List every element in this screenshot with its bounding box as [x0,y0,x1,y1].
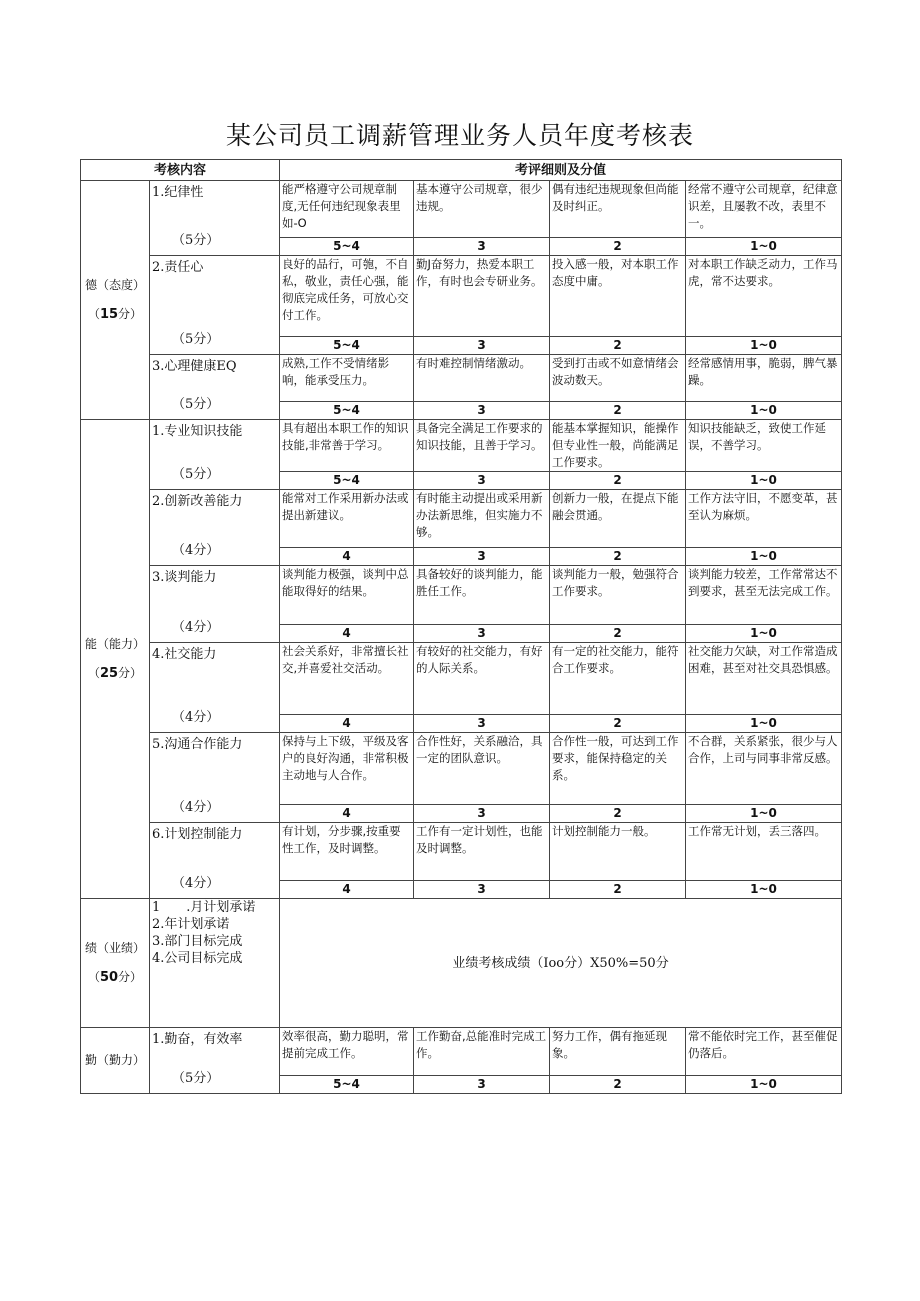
level-4-score: 1~0 [686,548,842,566]
level-3-description: 有一定的社交能力，能符合工作要求。 [550,643,686,715]
level-4-score: 1~0 [686,625,842,643]
level-4-description: 经常感情用事，脆弱，脾气暴躁。 [686,355,842,402]
level-1-description: 谈判能力极强，谈判中总能取得好的结果。 [280,566,414,625]
level-4-description: 社交能力欠缺，对工作常造成困难，甚至对社交具恐惧感。 [686,643,842,715]
item-cell [150,181,280,256]
level-1-score: 5~4 [280,1076,414,1094]
level-3-description: 受到打击或不如意情绪会波动数天。 [550,355,686,402]
level-1-score: 4 [280,805,414,823]
item-name: 6.计划控制能力 [152,827,243,842]
level-2-description: 有时难控制情绪激动。 [414,355,550,402]
category-points-unit: 分） [118,307,143,321]
level-1-score: 5~4 [280,472,414,490]
level-1-score: 5~4 [280,402,414,420]
level-1-description: 成熟,工作不受情绪影响，能承受压力。 [280,355,414,402]
level-3-description: 努力工作，偶有拖延现象。 [550,1028,686,1076]
item-name: 1.纪律性 [152,185,204,200]
level-3-description: 谈判能力一般，勉强符合工作要求。 [550,566,686,625]
level-2-score: 3 [414,715,550,733]
level-2-score: 3 [414,402,550,420]
item-score: （5分） [172,332,220,347]
level-2-score: 3 [414,548,550,566]
category-label: 绩（业绩） [84,941,145,955]
level-3-description: 计划控制能力一般。 [550,823,686,881]
item-cell [150,490,280,566]
level-2-description: 具备完全满足工作要求的知识技能，且善于学习。 [414,420,550,472]
criteria-row [81,256,842,337]
header-content: 考核内容 [81,160,280,181]
category-label: 能（能力） [84,637,145,651]
item-name: 1.专业知识技能 [152,424,243,439]
header-row [81,160,842,181]
level-3-description: 偶有违纪违规现象但尚能及时纠正。 [550,181,686,238]
level-4-score: 1~0 [686,238,842,256]
criteria-row [81,490,842,548]
category-points-value: 15 [99,307,119,322]
level-3-score: 2 [550,625,686,643]
item-cell [150,420,280,490]
item-cell [150,256,280,355]
item-cell [150,643,280,733]
level-3-score: 2 [550,337,686,355]
level-3-score: 2 [550,805,686,823]
category-points-unit: 分） [118,666,143,680]
category-points: （50分） [87,970,143,985]
level-3-description: 能基本掌握知识，能操作但专业性一般，尚能满足工作要求。 [550,420,686,472]
item-cell [150,566,280,643]
category-neng [81,420,150,899]
level-1-score: 4 [280,715,414,733]
level-2-score: 3 [414,337,550,355]
level-1-score: 5~4 [280,337,414,355]
performance-row [81,899,842,1028]
category-points-unit: 分） [118,970,143,984]
criteria-row [81,643,842,715]
item-cell [150,1028,280,1094]
item-score: （4分） [172,620,220,635]
level-1-score: 4 [280,881,414,899]
level-2-score: 3 [414,805,550,823]
performance-item: 2.年计划承诺 [152,917,230,932]
category-points: （25分） [87,666,143,681]
performance-items [150,899,280,1028]
level-2-description: 工作勤奋,总能准时完成工作。 [414,1028,550,1076]
level-3-score: 2 [550,402,686,420]
item-name: 3.心理健康EQ [152,359,237,374]
level-4-description: 对本职工作缺乏动力，工作马虎，常不达要求。 [686,256,842,337]
performance-item: 3.部门目标完成 [152,934,243,949]
performance-formula: 业绩考核成绩（Ioo分）X50%=50分 [280,899,842,1028]
level-4-score: 1~0 [686,472,842,490]
level-4-score: 1~0 [686,881,842,899]
item-cell [150,733,280,823]
level-4-score: 1~0 [686,805,842,823]
level-4-description: 谈判能力较差，工作常常达不到要求，甚至无法完成工作。 [686,566,842,625]
category-points-value: 25 [99,666,119,681]
level-1-description: 效率很高，勤力聪明，常提前完成工作。 [280,1028,414,1076]
level-4-description: 不合群，关系紧张，很少与人合作，上司与同事非常反感。 [686,733,842,805]
level-1-description: 有计划，分步骤,按重要性工作，及时调整。 [280,823,414,881]
item-name: 3.谈判能力 [152,570,217,585]
item-name: 2.创新改善能力 [152,494,243,509]
performance-item: 1 .月计划承诺 [152,900,256,915]
item-score: （4分） [172,800,220,815]
category-label: 勤（勤力） [84,1053,145,1067]
performance-item: 4.公司目标完成 [152,951,243,966]
level-1-description: 保持与上下级，平级及客户的良好沟通，非常积极主动地与人合作。 [280,733,414,805]
category-label: 德（态度） [84,278,145,292]
level-2-description: 基本遵守公司规章，很少违规。 [414,181,550,238]
level-3-description: 投入感一般，对本职工作态度中庸。 [550,256,686,337]
item-score: （5分） [172,233,220,248]
level-3-score: 2 [550,715,686,733]
item-score: （4分） [172,543,220,558]
level-2-score: 3 [414,238,550,256]
item-name: 4.社交能力 [152,647,217,662]
level-2-description: 合作性好，关系融洽，具一定的团队意识。 [414,733,550,805]
level-4-score: 1~0 [686,337,842,355]
criteria-row [81,1028,842,1076]
level-4-description: 工作方法守旧，不愿变革，甚至认为麻烦。 [686,490,842,548]
item-cell [150,355,280,420]
category-points-value: 50 [99,970,119,985]
level-1-description: 社会关系好，非常擅长社交,并喜爱社交活动。 [280,643,414,715]
appraisal-table [80,159,842,1094]
item-score: （5分） [172,467,220,482]
level-2-score: 3 [414,625,550,643]
criteria-row [81,420,842,472]
criteria-row [81,733,842,805]
level-3-score: 2 [550,472,686,490]
level-2-description: 有时能主动提出或采用新办法新思维，但实施力不够。 [414,490,550,548]
level-2-description: 工作有一定计划性，也能及时调整。 [414,823,550,881]
level-3-score: 2 [550,238,686,256]
level-1-score: 4 [280,625,414,643]
level-1-score: 4 [280,548,414,566]
criteria-row [81,566,842,625]
item-name: 2.责任心 [152,260,204,275]
item-name: 5.沟通合作能力 [152,737,243,752]
category-points: （15分） [87,307,143,322]
category-de [81,181,150,420]
level-1-description: 能常对工作采用新办法或提出新建议。 [280,490,414,548]
level-2-score: 3 [414,1076,550,1094]
level-3-description: 创新力一般，在提点下能融会贯通。 [550,490,686,548]
item-score: （4分） [172,876,220,891]
category-qin [81,1028,150,1094]
level-1-description: 具有超出本职工作的知识技能,非常善于学习。 [280,420,414,472]
criteria-row [81,355,842,402]
page-title: 某公司员工调薪管理业务人员年度考核表 [225,121,694,150]
level-3-score: 2 [550,881,686,899]
level-2-description: 有较好的社交能力，有好的人际关系。 [414,643,550,715]
header-criteria: 考评细则及分值 [280,160,842,181]
item-name: 1.勤奋，有效率 [152,1032,243,1047]
level-2-score: 3 [414,881,550,899]
level-1-description: 能严格遵守公司规章制度,无任何违纪现象表里如-O [280,181,414,238]
level-2-description: 具备较好的谈判能力，能胜任工作。 [414,566,550,625]
level-4-score: 1~0 [686,715,842,733]
level-2-score: 3 [414,472,550,490]
level-3-score: 2 [550,1076,686,1094]
level-4-description: 知识技能缺乏，致使工作延误，不善学习。 [686,420,842,472]
level-2-description: 勤J奋努力，热爱本职工作，有时也会专研业务。 [414,256,550,337]
level-4-description: 常不能依时完工作，甚至催促仍落后。 [686,1028,842,1076]
level-4-description: 工作常无计划，丢三落四。 [686,823,842,881]
criteria-row [81,823,842,881]
category-ji [81,899,150,1028]
item-score: （5分） [172,397,220,412]
level-4-score: 1~0 [686,402,842,420]
level-1-description: 良好的品行，可匏，不自私，敬业，责任心强，能彻底完成任务，可放心交付工作。 [280,256,414,337]
level-3-description: 合作性一般，可达到工作要求，能保持稳定的关系。 [550,733,686,805]
level-3-score: 2 [550,548,686,566]
criteria-row [81,181,842,238]
item-score: （4分） [172,710,220,725]
item-cell [150,823,280,899]
level-4-description: 经常不遵守公司规章，纪律意识差，且屡教不改，表里不一。 [686,181,842,238]
item-score: （5分） [172,1071,220,1086]
level-4-score: 1~0 [686,1076,842,1094]
level-1-score: 5~4 [280,238,414,256]
